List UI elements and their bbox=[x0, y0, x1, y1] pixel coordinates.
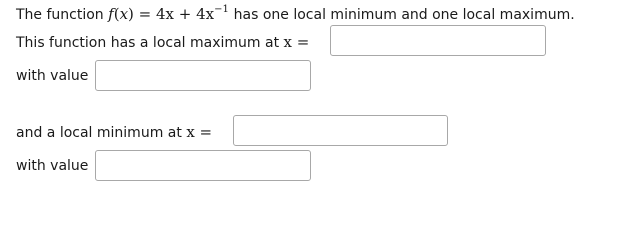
max-location-label: This function has a local maximum at bbox=[16, 35, 280, 51]
function-expression: 4x + 4x bbox=[156, 5, 215, 23]
max-location-prompt bbox=[16, 33, 309, 51]
min-location-prompt bbox=[16, 123, 212, 141]
local-min-x-input[interactable] bbox=[233, 115, 448, 146]
min-value-prompt bbox=[16, 158, 88, 174]
local-max-value-input[interactable] bbox=[95, 60, 311, 91]
local-min-value-input[interactable] bbox=[95, 150, 311, 181]
function-variable: x bbox=[119, 5, 129, 23]
min-value-label: with value bbox=[16, 158, 89, 174]
min-location-label: and a local minimum at bbox=[16, 125, 182, 141]
max-value-prompt bbox=[16, 68, 88, 84]
function-formula: $f(x) = 4x + 4x^{-1}$ bbox=[108, 4, 229, 23]
min-x-equals: x = bbox=[186, 123, 213, 141]
problem-suffix: has one local minimum and one local maximum. bbox=[233, 7, 575, 23]
problem-statement bbox=[16, 5, 575, 23]
function-name: f bbox=[108, 5, 114, 23]
local-max-x-input[interactable] bbox=[330, 25, 546, 56]
function-exponent: −1 bbox=[214, 4, 229, 15]
max-value-label: with value bbox=[16, 68, 89, 84]
problem-prefix: The function bbox=[16, 7, 104, 23]
max-x-equals: x = bbox=[283, 33, 310, 51]
